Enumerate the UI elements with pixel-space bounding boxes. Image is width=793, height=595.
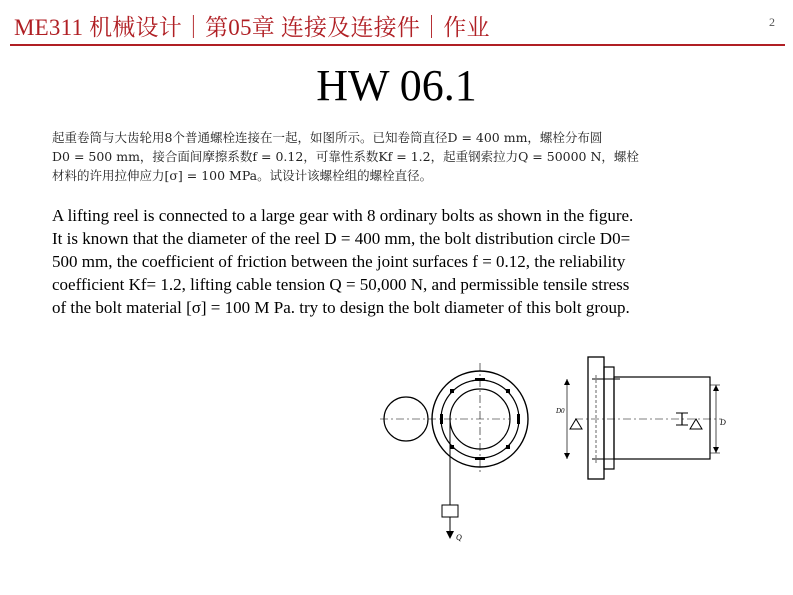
bolt-mark (517, 414, 520, 424)
page-number: 2 (769, 15, 775, 29)
bolt-mark (506, 445, 510, 449)
header-divider (10, 44, 785, 46)
problem-statement-chinese (52, 128, 752, 185)
course-header-title: ME311 机械设计｜第05章 连接及连接件｜作业 (14, 15, 490, 40)
bolt-mark (475, 457, 485, 460)
cn-line: 材料的许用拉伸应力[σ] = 100 MPa。试设计该螺栓组的螺栓直径。 (52, 168, 433, 183)
bolt-mark (475, 378, 485, 381)
problem-statement-english (52, 204, 752, 319)
bolt-mark (440, 414, 443, 424)
en-line: A lifting reel is connected to a large gear with 8 ordinary bolts as shown in the figure. (52, 206, 634, 225)
dim-d-label: D (720, 418, 726, 427)
bolt-triangle (570, 419, 582, 429)
bolt-triangle (690, 419, 702, 429)
en-line: It is known that the diameter of the reel D = 400 mm, the bolt distribution circle D0= (52, 229, 631, 248)
load-arrow-head (446, 531, 454, 539)
load-label: Q (456, 533, 462, 542)
hub-ring (604, 367, 614, 469)
side-view (555, 357, 726, 479)
cn-line: 起重卷筒与大齿轮用8个普通螺栓连接在一起，如图所示。已知卷筒直径D = 400 mm，螺栓分布圆 (52, 130, 603, 145)
bolt-mark (450, 389, 454, 393)
reel-body (614, 377, 710, 459)
en-line: 500 mm, the coefficient of friction between the joint surfaces f = 0.12, the reliability (52, 252, 626, 271)
en-line: of the bolt material [σ] = 100 M Pa. try to design the bolt diameter of this bolt group. (52, 298, 630, 317)
reel-gear-figure (370, 355, 740, 550)
bolt-mark (506, 389, 510, 393)
hook-block (442, 505, 458, 517)
cn-line: D0 = 500 mm，接合面间摩擦系数f = 0.12，可靠性系数Kf = 1.2，起重钢索拉力Q = 50000 N，螺栓 (52, 149, 639, 164)
pinion-circle (384, 397, 428, 441)
bolt-mark (450, 445, 454, 449)
en-line: coefficient Kf= 1.2, lifting cable tension Q = 50,000 N, and permissible tensile stress (52, 275, 630, 294)
homework-title: HW 06.1 (316, 61, 477, 110)
dim-d0-label: D0 (556, 407, 565, 415)
